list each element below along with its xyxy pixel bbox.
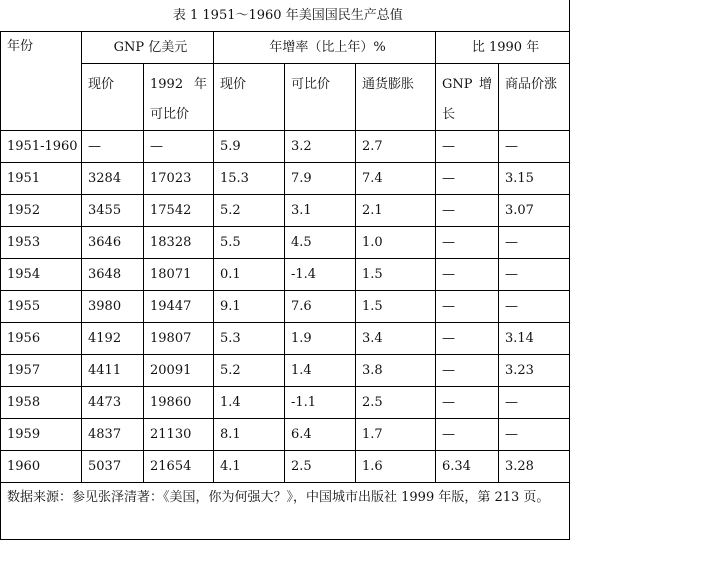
cell-growth-comparable: 3.1 bbox=[285, 195, 356, 227]
cell-year: 1953 bbox=[1, 227, 82, 259]
cell-growth-comparable: 4.5 bbox=[285, 227, 356, 259]
cell-gnp-comparable-1992: 18071 bbox=[144, 259, 214, 291]
cell-gnp-comparable-1992: 21130 bbox=[144, 419, 214, 451]
cell-year: 1951 bbox=[1, 163, 82, 195]
cell-gnp-current: 3980 bbox=[82, 291, 144, 323]
cell-growth-current: 5.3 bbox=[214, 323, 285, 355]
cell-year: 1959 bbox=[1, 419, 82, 451]
header-gnp-growth-gnp: GNP bbox=[442, 77, 473, 92]
header-comparable-1992-nian: 年 bbox=[193, 77, 207, 92]
header-inflation: 通货膨胀 bbox=[356, 64, 436, 131]
header-gnp-growth bbox=[436, 64, 499, 131]
cell-gnp-growth-vs-1990: — bbox=[436, 323, 499, 355]
cell-gnp-comparable-1992: 19860 bbox=[144, 387, 214, 419]
table-row bbox=[1, 227, 570, 259]
cell-gnp-growth-vs-1990: — bbox=[436, 291, 499, 323]
cell-year: 1960 bbox=[1, 451, 82, 483]
cell-price-rise-vs-1990: 3.07 bbox=[499, 195, 570, 227]
table-row bbox=[1, 451, 570, 483]
cell-gnp-growth-vs-1990: — bbox=[436, 195, 499, 227]
cell-inflation: 2.5 bbox=[356, 387, 436, 419]
cell-gnp-growth-vs-1990: — bbox=[436, 419, 499, 451]
cell-gnp-growth-vs-1990: — bbox=[436, 163, 499, 195]
cell-gnp-current: 4411 bbox=[82, 355, 144, 387]
header-growth-current: 现价 bbox=[214, 64, 285, 131]
cell-gnp-comparable-1992: 19807 bbox=[144, 323, 214, 355]
table-row bbox=[1, 387, 570, 419]
cell-gnp-current: — bbox=[82, 131, 144, 163]
cell-year: 1951-1960 bbox=[1, 131, 82, 163]
cell-gnp-current: 4837 bbox=[82, 419, 144, 451]
cell-growth-comparable: 1.9 bbox=[285, 323, 356, 355]
table-row bbox=[1, 291, 570, 323]
cell-year: 1952 bbox=[1, 195, 82, 227]
header-vs1990: 比 1990 年 bbox=[436, 32, 570, 64]
cell-inflation: 3.4 bbox=[356, 323, 436, 355]
table-row bbox=[1, 419, 570, 451]
cell-gnp-comparable-1992: 21654 bbox=[144, 451, 214, 483]
cell-growth-current: 5.9 bbox=[214, 131, 285, 163]
cell-growth-current: 15.3 bbox=[214, 163, 285, 195]
header-comparable-1992 bbox=[144, 64, 214, 131]
cell-gnp-current: 3455 bbox=[82, 195, 144, 227]
cell-gnp-comparable-1992: 19447 bbox=[144, 291, 214, 323]
cell-price-rise-vs-1990: — bbox=[499, 131, 570, 163]
cell-year: 1958 bbox=[1, 387, 82, 419]
table-row bbox=[1, 259, 570, 291]
cell-gnp-comparable-1992: — bbox=[144, 131, 214, 163]
cell-growth-comparable: 7.9 bbox=[285, 163, 356, 195]
cell-price-rise-vs-1990: 3.23 bbox=[499, 355, 570, 387]
cell-inflation: 1.6 bbox=[356, 451, 436, 483]
cell-growth-current: 8.1 bbox=[214, 419, 285, 451]
cell-price-rise-vs-1990: — bbox=[499, 387, 570, 419]
cell-price-rise-vs-1990: — bbox=[499, 291, 570, 323]
cell-gnp-comparable-1992: 20091 bbox=[144, 355, 214, 387]
cell-inflation: 2.1 bbox=[356, 195, 436, 227]
cell-price-rise-vs-1990: — bbox=[499, 227, 570, 259]
header-current-price: 现价 bbox=[82, 64, 144, 131]
table-row bbox=[1, 195, 570, 227]
header-gnp: GNP 亿美元 bbox=[82, 32, 214, 64]
source-note: 数据来源：参见张泽清著：《美国，你为何强大？》，中国城市出版社 1999 年版，第 213 页。 bbox=[1, 483, 570, 540]
cell-growth-comparable: 6.4 bbox=[285, 419, 356, 451]
header-price-rise: 商品价涨 bbox=[499, 64, 570, 131]
cell-gnp-current: 3648 bbox=[82, 259, 144, 291]
header-comparable-1992-year: 1992 bbox=[150, 77, 184, 92]
header-gnp-growth-zeng: 增 bbox=[478, 77, 492, 92]
cell-gnp-current: 5037 bbox=[82, 451, 144, 483]
cell-year: 1956 bbox=[1, 323, 82, 355]
cell-gnp-current: 4192 bbox=[82, 323, 144, 355]
cell-gnp-comparable-1992: 18328 bbox=[144, 227, 214, 259]
cell-growth-current: 4.1 bbox=[214, 451, 285, 483]
header-gnp-growth-chang: 长 bbox=[442, 107, 456, 122]
cell-growth-comparable: 7.6 bbox=[285, 291, 356, 323]
cell-growth-comparable: -1.1 bbox=[285, 387, 356, 419]
cell-gnp-growth-vs-1990: — bbox=[436, 387, 499, 419]
cell-growth-current: 1.4 bbox=[214, 387, 285, 419]
cell-gnp-growth-vs-1990: — bbox=[436, 259, 499, 291]
cell-inflation: 1.0 bbox=[356, 227, 436, 259]
header-growth: 年增率（比上年）% bbox=[214, 32, 436, 64]
cell-gnp-comparable-1992: 17023 bbox=[144, 163, 214, 195]
header-year: 年份 bbox=[1, 32, 82, 131]
cell-growth-current: 5.2 bbox=[214, 195, 285, 227]
header-comparable-1992-label: 可比价 bbox=[150, 107, 190, 122]
cell-price-rise-vs-1990: — bbox=[499, 419, 570, 451]
cell-price-rise-vs-1990: 3.28 bbox=[499, 451, 570, 483]
cell-price-rise-vs-1990: — bbox=[499, 259, 570, 291]
cell-inflation: 7.4 bbox=[356, 163, 436, 195]
cell-growth-comparable: 3.2 bbox=[285, 131, 356, 163]
table-row bbox=[1, 131, 570, 163]
cell-gnp-growth-vs-1990: 6.34 bbox=[436, 451, 499, 483]
table-title: 表 1 1951～1960 年美国国民生产总值 bbox=[1, 0, 570, 32]
cell-gnp-current: 3646 bbox=[82, 227, 144, 259]
cell-inflation: 1.5 bbox=[356, 259, 436, 291]
cell-growth-current: 5.2 bbox=[214, 355, 285, 387]
table-row bbox=[1, 355, 570, 387]
cell-growth-comparable: 1.4 bbox=[285, 355, 356, 387]
cell-inflation: 3.8 bbox=[356, 355, 436, 387]
cell-year: 1957 bbox=[1, 355, 82, 387]
cell-gnp-growth-vs-1990: — bbox=[436, 131, 499, 163]
cell-inflation: 1.7 bbox=[356, 419, 436, 451]
cell-price-rise-vs-1990: 3.15 bbox=[499, 163, 570, 195]
cell-inflation: 2.7 bbox=[356, 131, 436, 163]
cell-growth-comparable: 2.5 bbox=[285, 451, 356, 483]
cell-growth-current: 5.5 bbox=[214, 227, 285, 259]
cell-year: 1955 bbox=[1, 291, 82, 323]
cell-price-rise-vs-1990: 3.14 bbox=[499, 323, 570, 355]
cell-gnp-current: 4473 bbox=[82, 387, 144, 419]
cell-growth-current: 9.1 bbox=[214, 291, 285, 323]
table-row bbox=[1, 323, 570, 355]
cell-gnp-comparable-1992: 17542 bbox=[144, 195, 214, 227]
cell-growth-current: 0.1 bbox=[214, 259, 285, 291]
cell-growth-comparable: -1.4 bbox=[285, 259, 356, 291]
cell-gnp-growth-vs-1990: — bbox=[436, 227, 499, 259]
cell-year: 1954 bbox=[1, 259, 82, 291]
cell-gnp-growth-vs-1990: — bbox=[436, 355, 499, 387]
cell-gnp-current: 3284 bbox=[82, 163, 144, 195]
header-growth-comparable: 可比价 bbox=[285, 64, 356, 131]
table-row bbox=[1, 163, 570, 195]
cell-inflation: 1.5 bbox=[356, 291, 436, 323]
